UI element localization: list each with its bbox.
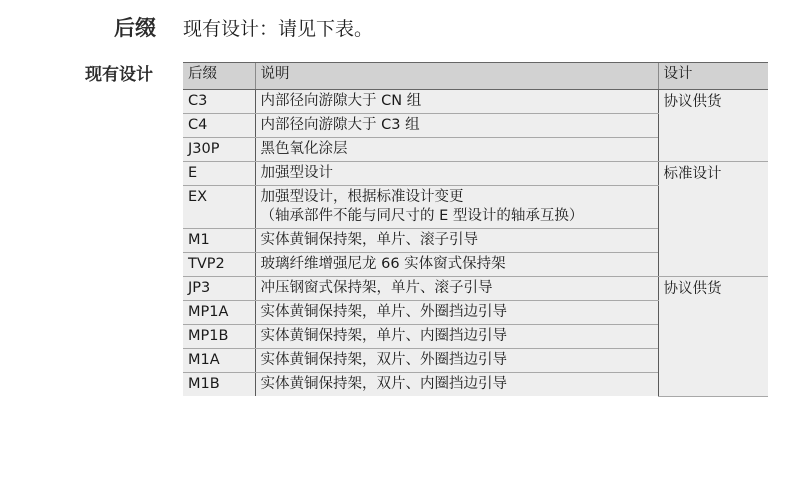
table-row [183,162,768,186]
suffix-cell: M1A [183,349,255,373]
table-row [183,90,768,114]
description-cell [255,301,658,325]
description-cell [255,138,658,162]
table-body [183,90,768,397]
suffix-cell: E [183,162,255,186]
intro-text: 现有设计：请见下表。 [183,18,374,40]
suffix-cell: MP1B [183,325,255,349]
description-line: 实体黄铜保持架，双片、内圈挡边引导 [260,376,507,392]
suffix-cell: JP3 [183,277,255,301]
design-cell: 标准设计 [658,162,768,277]
suffix-cell: TVP2 [183,253,255,277]
description-cell [255,277,658,301]
description-cell [255,186,658,229]
description-cell [255,90,658,114]
description-line: 冲压钢窗式保持架，单片、滚子引导 [260,280,493,296]
description-cell [255,373,658,397]
description-cell [255,162,658,186]
description-cell [255,114,658,138]
description-cell [255,325,658,349]
description-line: 内部径向游隙大于 CN 组 [260,93,422,109]
suffix-cell: M1B [183,373,255,397]
description-line: 黑色氧化涂层 [260,141,348,157]
description-cell [255,253,658,277]
design-cell: 协议供货 [658,277,768,397]
suffix-cell: C4 [183,114,255,138]
description-line: 加强型设计，根据标准设计变更 [260,189,464,205]
suffix-cell: J30P [183,138,255,162]
description-line: 玻璃纤维增强尼龙 66 实体窗式保持架 [260,256,506,272]
design-cell: 协议供货 [658,90,768,162]
header-design: 设计 [658,63,768,90]
description-line: 实体黄铜保持架，单片、滚子引导 [260,232,478,248]
description-line: （轴承部件不能与同尺寸的 E 型设计的轴承互换） [260,208,584,224]
table-header-row [183,63,768,90]
description-cell [255,349,658,373]
description-line: 加强型设计 [260,165,333,181]
table-row [183,277,768,301]
header-suffix: 后缀 [183,63,255,90]
suffix-table [183,62,768,397]
description-line: 实体黄铜保持架，单片、内圈挡边引导 [260,328,507,344]
suffix-cell: EX [183,186,255,229]
description-line: 实体黄铜保持架，双片、外圈挡边引导 [260,352,507,368]
suffix-cell: C3 [183,90,255,114]
description-cell [255,229,658,253]
suffix-cell: MP1A [183,301,255,325]
side-label: 现有设计 [85,65,153,85]
header-description: 说明 [255,63,658,90]
suffix-cell: M1 [183,229,255,253]
description-line: 实体黄铜保持架，单片、外圈挡边引导 [260,304,507,320]
description-line: 内部径向游隙大于 C3 组 [260,117,420,133]
section-heading: 后缀 [114,16,156,40]
